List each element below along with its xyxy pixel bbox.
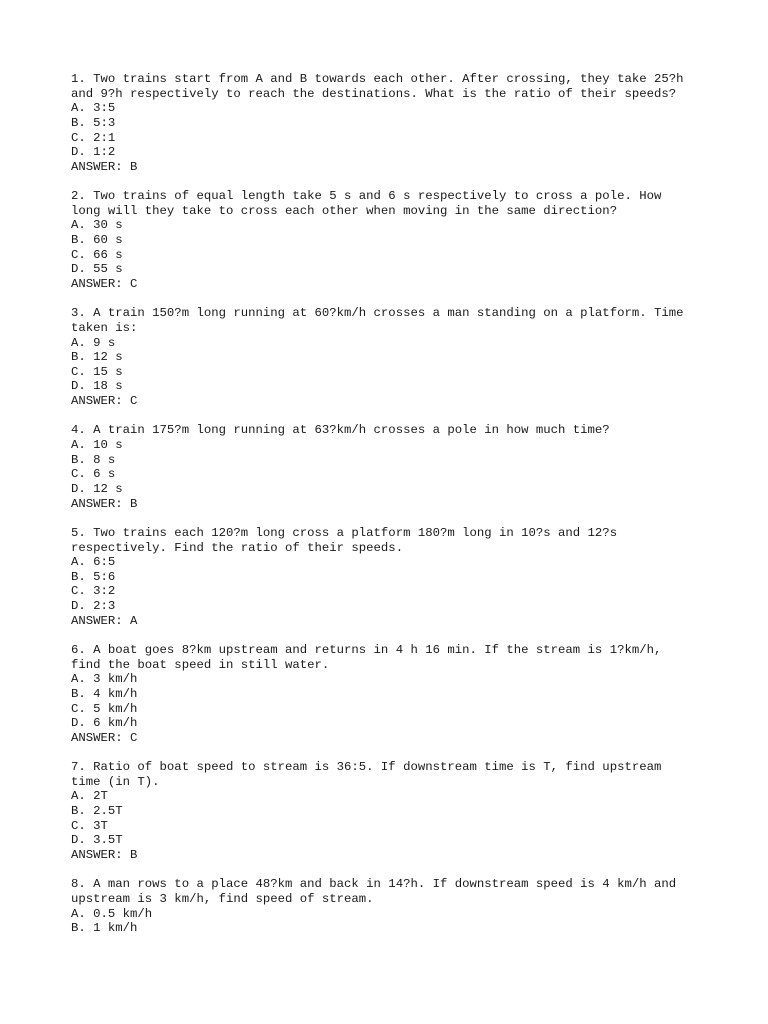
answer-key: ANSWER: B xyxy=(71,159,138,174)
question-block xyxy=(71,877,700,936)
question-block xyxy=(71,72,700,174)
question-text-line: 5. Two trains each 120?m long cross a platform 180?m long in 10?s and 12?s xyxy=(71,525,618,540)
question-text-line: 4. A train 175?m long running at 63?km/h crosses a pole in how much time? xyxy=(71,423,610,438)
question-text-line: find the boat speed in still water. xyxy=(71,657,330,672)
answer-option: A. 3 km/h xyxy=(71,672,138,687)
question-text-line: 2. Two trains of equal length take 5 s and 6 s respectively to cross a pole. How xyxy=(71,189,662,204)
answer-option: A. 0.5 km/h xyxy=(71,906,153,921)
answer-option: A. 10 s xyxy=(71,438,123,453)
answer-option: B. 1 km/h xyxy=(71,921,138,936)
question-text-line: 7. Ratio of boat speed to stream is 36:5. If downstream time is T, find upstream xyxy=(71,760,662,775)
answer-option: B. 2.5T xyxy=(71,804,123,819)
question-text-line: 6. A boat goes 8?km upstream and returns in 4 h 16 min. If the stream is 1?km/h, xyxy=(71,642,662,657)
answer-option: C. 5 km/h xyxy=(71,701,138,716)
answer-option: C. 3T xyxy=(71,818,108,833)
question-block xyxy=(71,643,700,745)
question-text-line: 8. A man rows to a place 48?km and back in 14?h. If downstream speed is 4 km/h and xyxy=(71,877,677,892)
question-block xyxy=(71,189,700,291)
answer-option: D. 1:2 xyxy=(71,145,116,160)
question-block xyxy=(71,526,700,628)
answer-option: D. 3.5T xyxy=(71,833,123,848)
answer-key: ANSWER: B xyxy=(71,496,138,511)
question-text-line: 3. A train 150?m long running at 60?km/h crosses a man standing on a platform. Time xyxy=(71,306,684,321)
answer-option: B. 5:6 xyxy=(71,569,116,584)
question-block xyxy=(71,423,700,511)
question-block xyxy=(71,306,700,408)
question-text-line: long will they take to cross each other when moving in the same direction? xyxy=(71,203,618,218)
question-text-line: and 9?h respectively to reach the destinations. What is the ratio of their speeds? xyxy=(71,86,677,101)
answer-option: A. 30 s xyxy=(71,218,123,233)
answer-key: ANSWER: C xyxy=(71,730,138,745)
answer-option: C. 66 s xyxy=(71,247,123,262)
question-block xyxy=(71,760,700,862)
answer-option: B. 4 km/h xyxy=(71,686,138,701)
question-text-line: time (in T). xyxy=(71,774,160,789)
question-text-line: upstream is 3 km/h, find speed of stream. xyxy=(71,891,374,906)
answer-option: A. 2T xyxy=(71,789,108,804)
answer-option: D. 6 km/h xyxy=(71,716,138,731)
answer-option: A. 6:5 xyxy=(71,555,116,570)
answer-key: ANSWER: B xyxy=(71,847,138,862)
answer-key: ANSWER: A xyxy=(71,613,138,628)
answer-option: C. 6 s xyxy=(71,467,116,482)
answer-key: ANSWER: C xyxy=(71,394,138,409)
answer-option: B. 60 s xyxy=(71,233,123,248)
answer-key: ANSWER: C xyxy=(71,276,138,291)
answer-option: D. 2:3 xyxy=(71,599,116,614)
question-text-line: 1. Two trains start from A and B towards each other. After crossing, they take 25?h xyxy=(71,72,684,86)
answer-option: C. 3:2 xyxy=(71,584,116,599)
answer-option: D. 18 s xyxy=(71,379,123,394)
answer-option: B. 8 s xyxy=(71,452,116,467)
answer-option: A. 3:5 xyxy=(71,101,116,116)
answer-option: C. 2:1 xyxy=(71,130,116,145)
answer-option: D. 55 s xyxy=(71,262,123,277)
answer-option: B. 5:3 xyxy=(71,115,116,130)
answer-option: C. 15 s xyxy=(71,364,123,379)
question-text-line: taken is: xyxy=(71,320,138,335)
answer-option: A. 9 s xyxy=(71,335,116,350)
answer-option: B. 12 s xyxy=(71,350,123,365)
answer-option: D. 12 s xyxy=(71,481,123,496)
question-text-line: respectively. Find the ratio of their speeds. xyxy=(71,540,404,555)
